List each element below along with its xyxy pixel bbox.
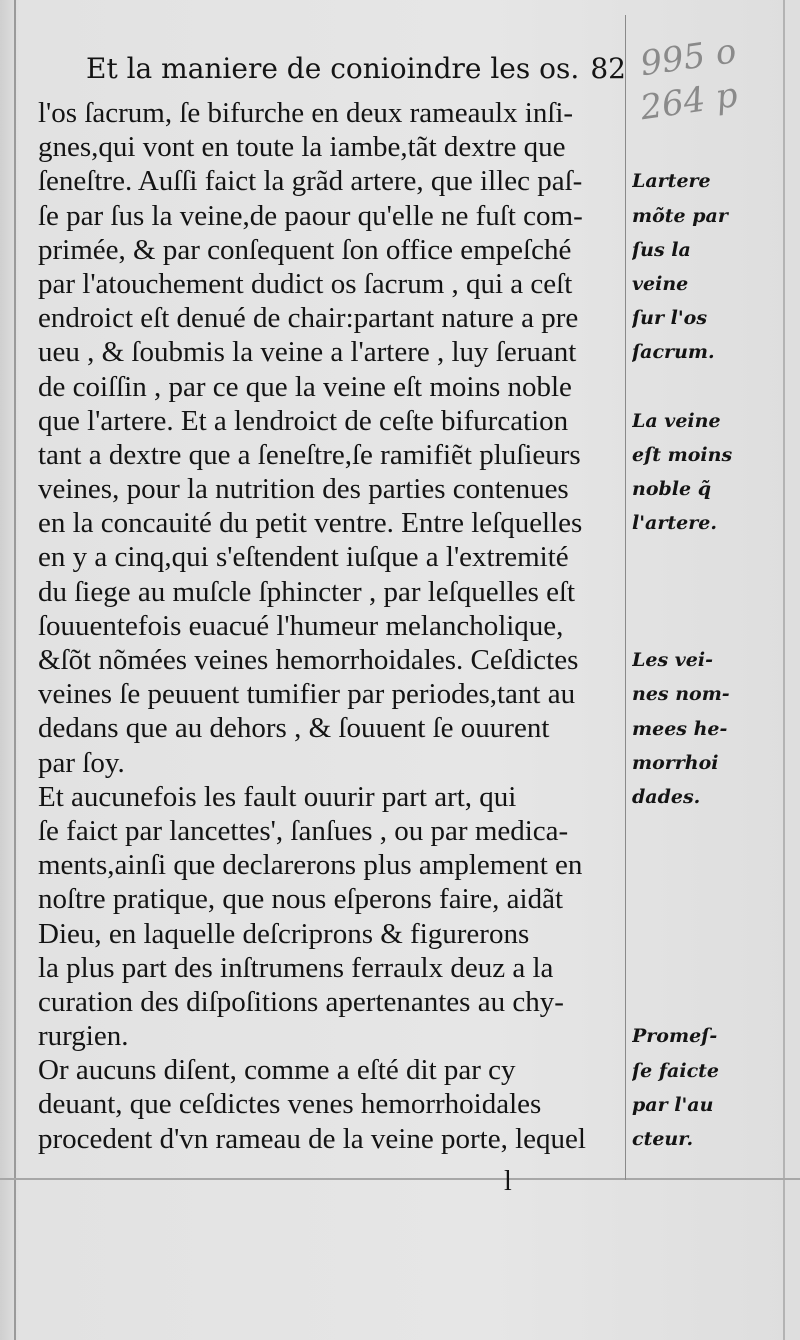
marginal-note-line: noble q̃ <box>632 478 711 501</box>
body-text <box>38 96 626 1156</box>
text-line: procedent d'vn rameau de la veine porte, lequel <box>38 1122 586 1155</box>
page-bottom-fold <box>0 1178 800 1180</box>
text-line: ments,ainſi que declarerons plus amplement en <box>38 849 583 882</box>
marginal-note-line: l'artere. <box>632 512 717 535</box>
text-line: Et aucunefois les fault ouurir part art, qui <box>38 780 517 813</box>
running-title: Et la maniere de conioindre les os. <box>86 52 580 85</box>
handwritten-line: 264 p <box>637 75 741 129</box>
text-line: rurgien. <box>38 1020 129 1053</box>
text-line: gnes,qui vont en toute la iambe,tãt dextre que <box>38 131 566 164</box>
folio-number: 82 <box>590 52 626 85</box>
text-line: ſouuentefois euacué l'humeur melancholique, <box>38 609 564 642</box>
marginal-note-line: mees he- <box>632 717 728 740</box>
text-line: en la concauité du petit ventre. Entre leſquelles <box>38 507 583 540</box>
marginal-note <box>632 164 784 369</box>
marginal-note-line: mõte par <box>632 204 728 227</box>
text-line: curation des diſpoſitions apertenantes au chy- <box>38 985 564 1018</box>
text-line: par ſoy. <box>38 746 125 779</box>
marginal-note-line: ſus la <box>632 238 691 261</box>
text-line: l'os ſacrum, ſe bifurche en deux rameaulx inſi- <box>38 97 574 129</box>
marginal-note-line: ſur l'os <box>632 307 708 330</box>
marginal-note-line: nes nom- <box>632 683 730 706</box>
marginal-note-line: ſacrum. <box>632 341 715 364</box>
marginal-note <box>632 404 784 541</box>
marginal-note-line: Les vei- <box>632 649 713 672</box>
text-line: que l'artere. Et a lendroict de ceſte bifurcation <box>38 404 569 437</box>
marginal-note-line: morrhoi <box>632 751 719 774</box>
marginal-note-line: par l'au <box>632 1093 714 1116</box>
text-line: la plus part des inſtrumens ferraulx deuz a la <box>38 951 554 984</box>
text-line: &ſõt nõmées veines hemorrhoidales. Ceſdictes <box>38 644 579 676</box>
marginal-note-line: La veine <box>632 409 721 432</box>
text-line: en y a cinq,qui s'eſtendent iuſque a l'extremité <box>38 541 569 574</box>
text-line: ueu , & ſoubmis la veine a l'artere , luy ſeruant <box>38 336 577 369</box>
handwritten-line: 995 o <box>637 31 739 85</box>
text-line: noſtre pratique, que nous eſperons faire, aidãt <box>38 883 564 916</box>
text-line: dedans que au dehors , & ſouuent ſe ouurent <box>38 712 550 745</box>
marginal-note <box>632 643 784 814</box>
text-line: Dieu, en laquelle deſcriprons & figurerons <box>38 917 530 950</box>
text-line: de coiſſin , par ce que la veine eſt moins noble <box>38 370 572 403</box>
text-line: ſe faict par lancettes', ſanſues , ou par medica- <box>38 814 569 847</box>
text-line: veines ſe peuuent tumifier par periodes,tant au <box>38 678 576 711</box>
handwritten-annotation <box>637 31 790 142</box>
marginal-note-line: Promeſ- <box>632 1025 718 1048</box>
marginal-note-line: eſt moins <box>632 443 733 466</box>
marginal-note-line: ſe faicte <box>632 1059 720 1082</box>
marginal-note-line: dades. <box>632 785 701 808</box>
marginal-note-line: Lartere <box>632 170 711 193</box>
text-line: primée, & par conſequent ſon office empeſché <box>38 233 572 266</box>
marginal-note <box>632 1019 784 1156</box>
text-line: deuant, que ceſdictes venes hemorrhoidales <box>38 1088 542 1121</box>
text-line: veines, pour la nutrition des parties contenues <box>38 473 569 506</box>
text-line: ſeneſtre. Auſſi faict la grãd artere, que illec paſ- <box>38 165 583 198</box>
marginal-note-line: cteur. <box>632 1127 694 1150</box>
page-gutter-edge <box>14 0 16 1340</box>
text-line: Or aucuns diſent, comme a eſté dit par cy <box>38 1054 516 1087</box>
marginal-note-line: veine <box>632 272 689 295</box>
running-head <box>86 52 626 92</box>
text-line: ſe par ſus la veine,de paour qu'elle ne fuſt com- <box>38 199 583 232</box>
text-line: tant a dextre que a ſeneſtre,ſe ramifiẽt pluſieurs <box>38 438 581 471</box>
text-line: par l'atouchement dudict os ſacrum , qui a ceſt <box>38 267 573 300</box>
catchword: l <box>504 1166 512 1197</box>
text-line: du ſiege au muſcle ſphincter , par leſquelles eſt <box>38 575 576 608</box>
text-line: endroict eſt denué de chair:partant nature a pre <box>38 302 579 335</box>
